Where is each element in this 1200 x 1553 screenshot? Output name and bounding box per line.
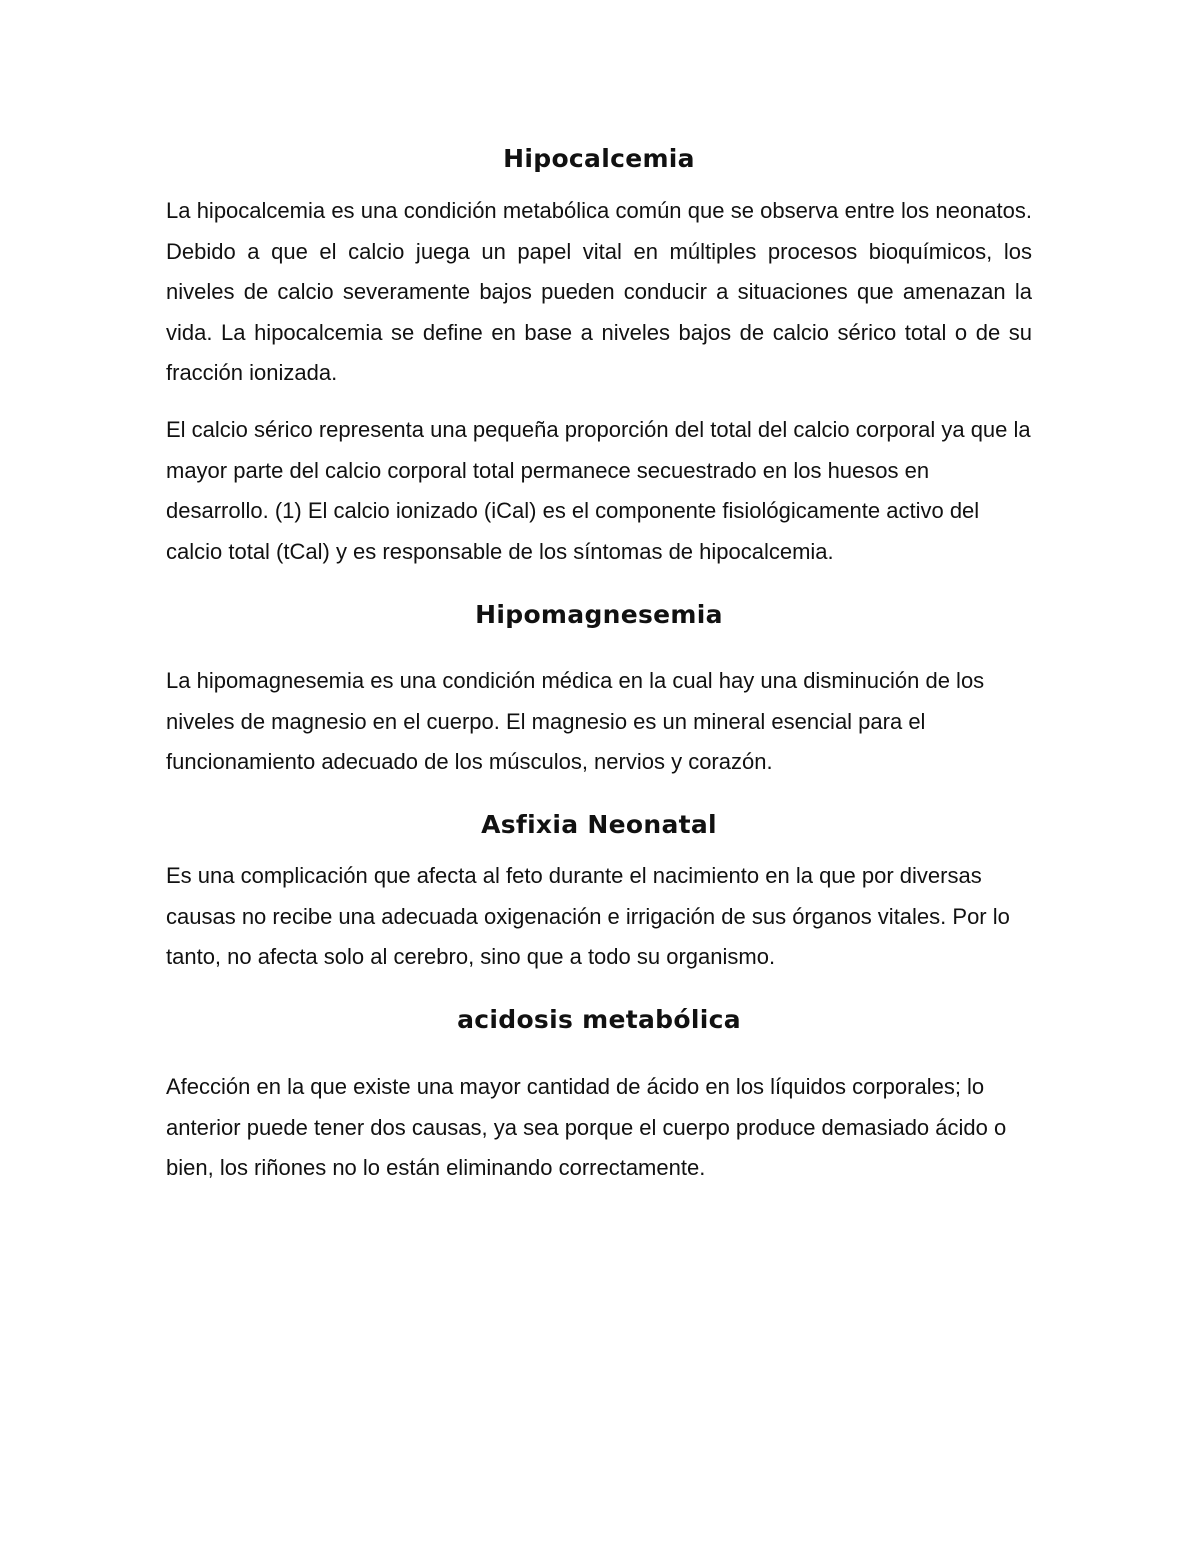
paragraph-hipocalcemia-1: La hipocalcemia es una condición metabólica común que se observa entre los neonatos. Debido a que el calcio juega un papel vital en múltiples procesos bioquímicos, los niveles de calcio severamente bajos pueden conducir a situaciones que amenazan la vida. La hipocalcemia se define en base a niveles bajos de calcio sérico total o de su fracción ionizada. <box>166 198 1032 386</box>
section-title-hipomagnesemia: Hipomagnesemia <box>475 600 723 629</box>
section-title-asfixia-neonatal: Asfixia Neonatal <box>481 810 717 839</box>
section-title-hipocalcemia: Hipocalcemia <box>503 144 695 173</box>
section-title-acidosis-metabolica: acidosis metabólica <box>457 1005 741 1034</box>
paragraph-hipocalcemia-2: El calcio sérico representa una pequeña proporción del total del calcio corporal ya que la mayor parte del calcio corporal total permanece secuestrado en los huesos en desarrollo. (1) El calcio ionizado (iCal) es el componente fisiológicamente activo del calcio total (tCal) y es responsable de los síntomas de hipocalcemia. <box>166 417 1031 564</box>
paragraph-hipomagnesemia: La hipomagnesemia es una condición médica en la cual hay una disminución de los niveles de magnesio en el cuerpo. El magnesio es un mineral esencial para el funcionamiento adecuado de los músculos, nervios y corazón. <box>166 668 985 775</box>
document-page <box>166 0 1032 1553</box>
paragraph-asfixia-neonatal: Es una complicación que afecta al feto durante el nacimiento en la que por diversas causas no recibe una adecuada oxigenación e irrigación de sus órganos vitales. Por lo tanto, no afecta solo al cerebro, sino que a todo su organismo. <box>166 863 1010 970</box>
paragraph-acidosis-metabolica: Afección en la que existe una mayor cantidad de ácido en los líquidos corporales; lo anterior puede tener dos causas, ya sea porque el cuerpo produce demasiado ácido o bien, los riñones no lo están eliminando correctamente. <box>166 1074 1007 1181</box>
